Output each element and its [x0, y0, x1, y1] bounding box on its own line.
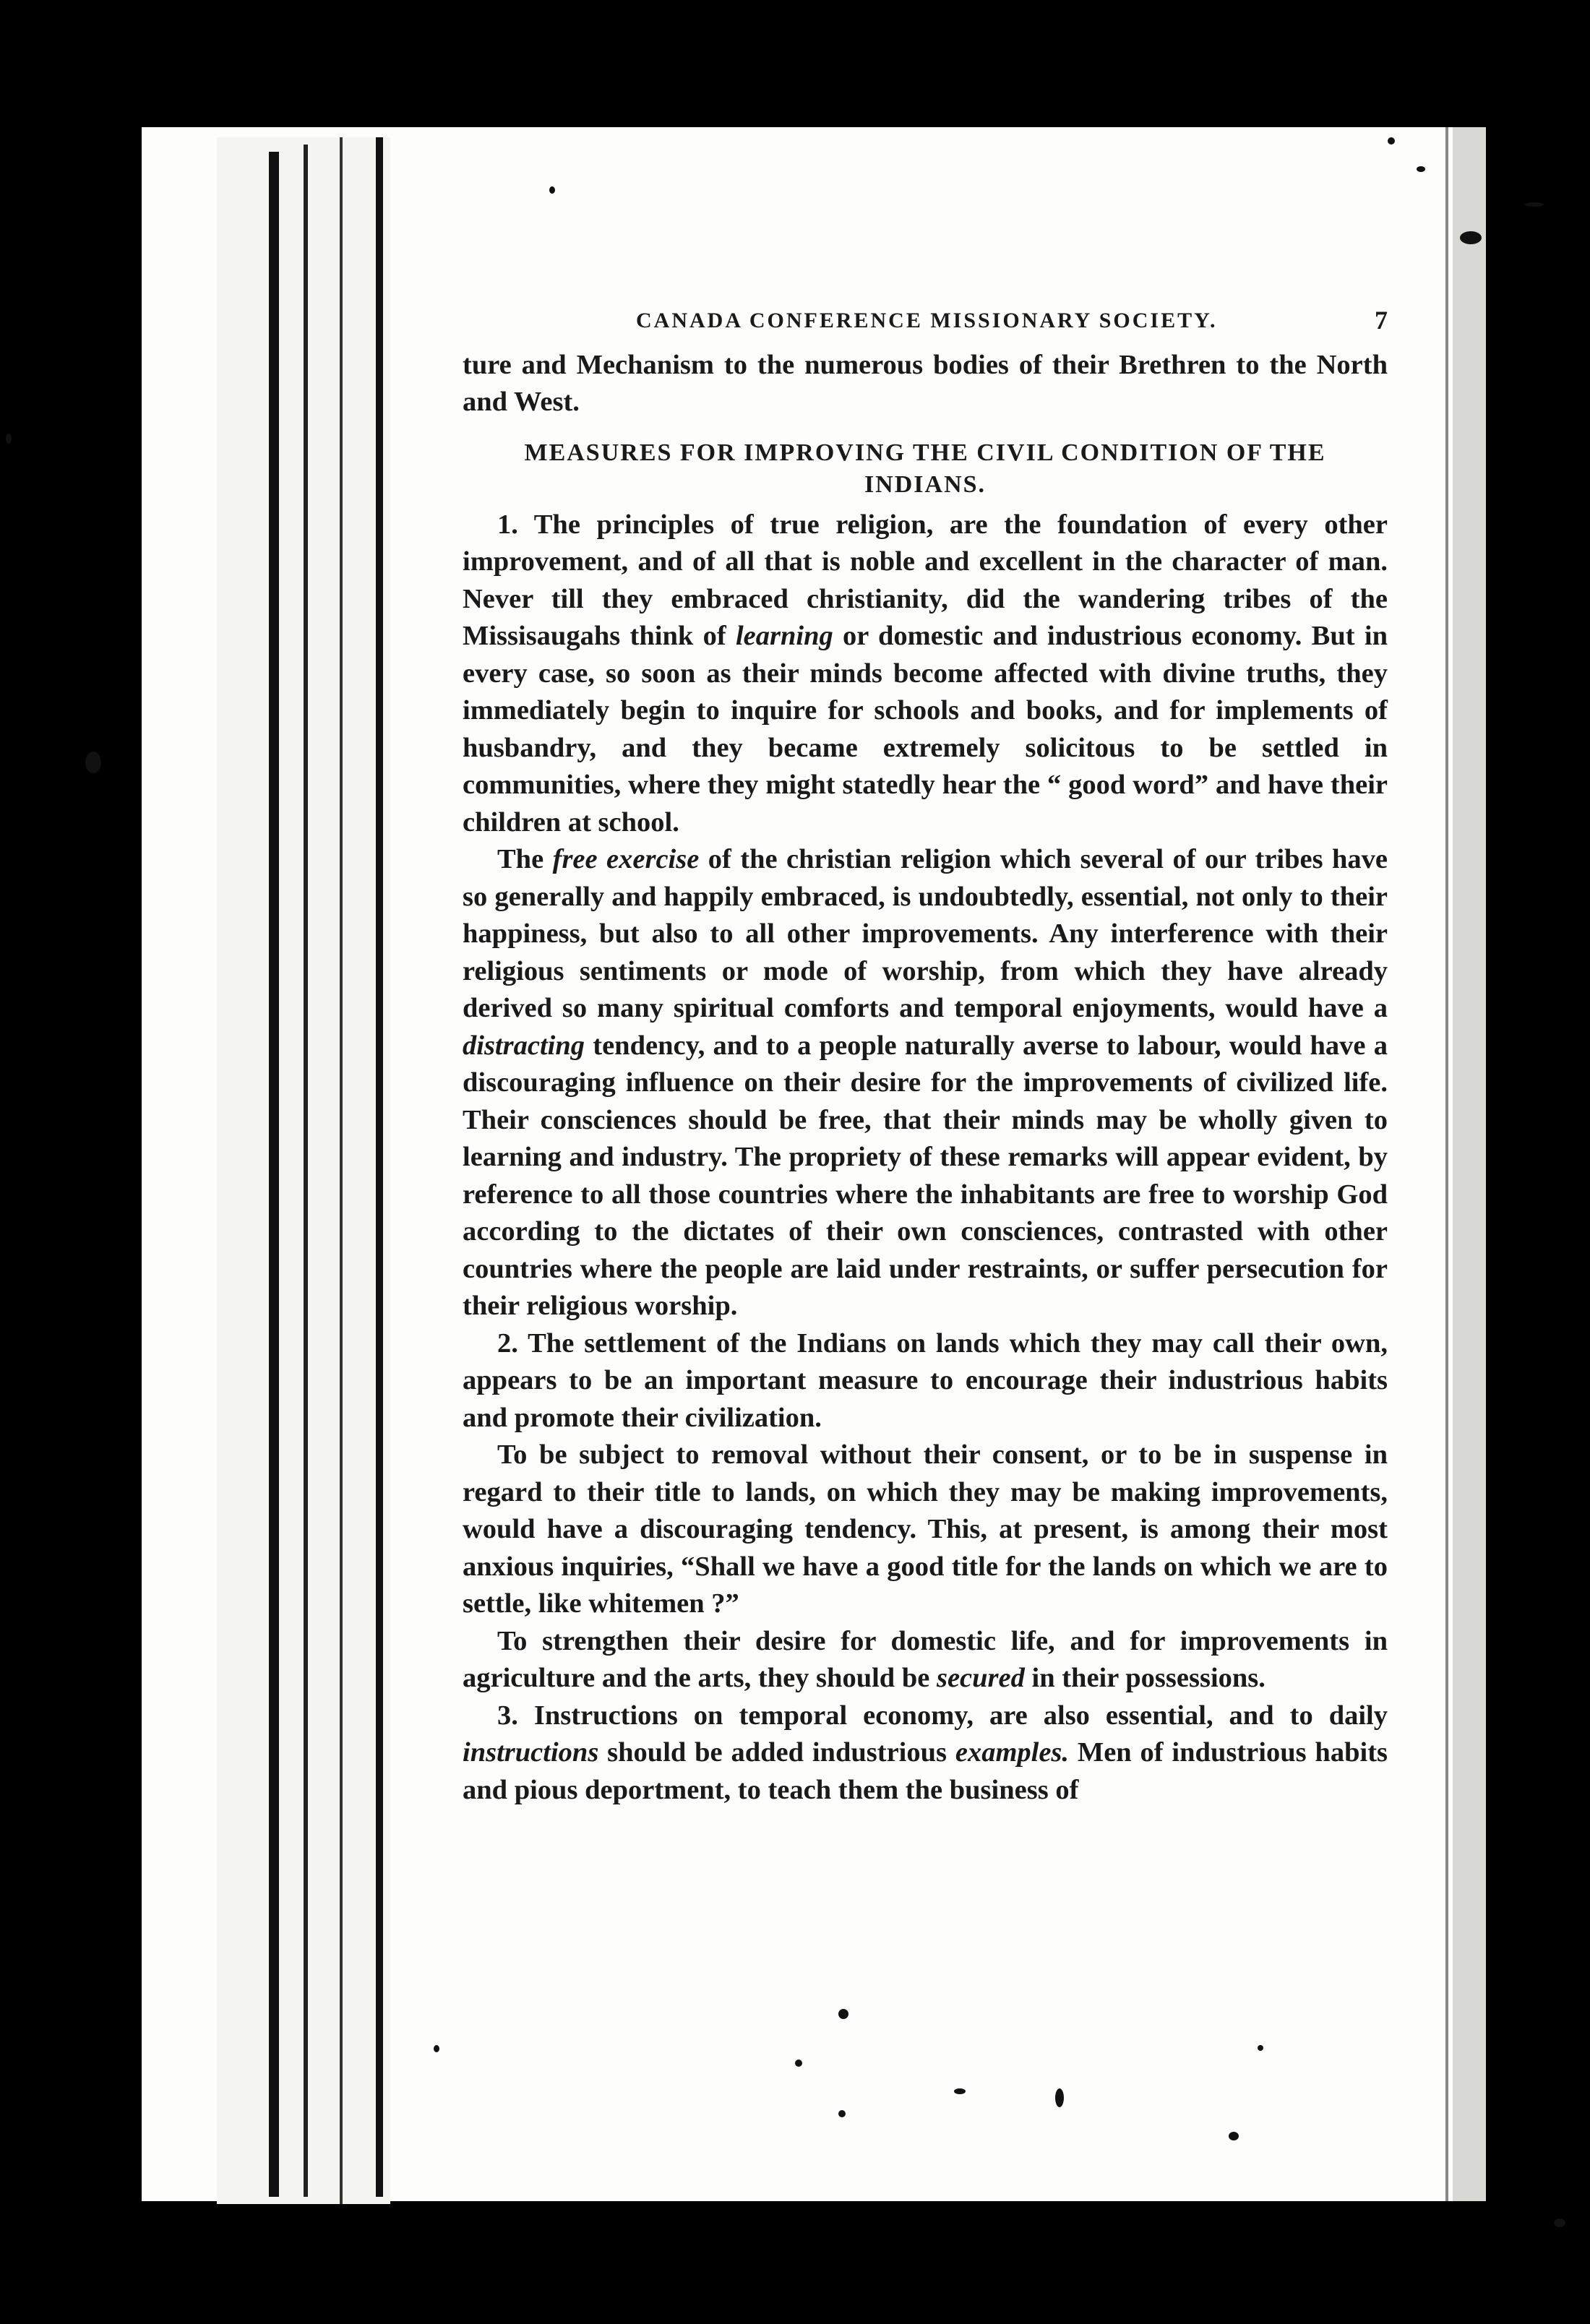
paragraph-5	[463, 1623, 1388, 1697]
running-head	[463, 302, 1388, 340]
paragraph-text: Men of industrious habits and pious deportment, to teach them the business of	[463, 1737, 1388, 1805]
paragraph-text: of the christian religion which several of our tribes have so generally and happily embraced, is undoubtedly, essential, not only to their happiness, but also to all other improvements. Any interference with their religious sentiments or mode of worship, from which they have already derived so many spiritual comforts and temporal enjoyments, would have a	[463, 844, 1388, 1023]
binding-shadow-line	[340, 137, 343, 2204]
binding-shadow-line	[269, 152, 279, 2197]
scan-speck	[1417, 166, 1425, 172]
scan-speck	[1229, 2132, 1239, 2140]
paragraph-text: 3. Instructions on temporal economy, are also essential, and to daily	[497, 1700, 1388, 1731]
paragraph-6	[463, 1697, 1388, 1809]
page-text	[463, 302, 1388, 1809]
scan-speck	[6, 434, 12, 444]
scan-speck	[954, 2088, 966, 2094]
scan-speck	[434, 2045, 439, 2052]
italic-text: free exercise	[552, 844, 700, 874]
scan-speck	[795, 2060, 802, 2067]
paragraph-text: 1. The principles of true religion, are the foundation of every other improvement, and of all that is noble and excellent in the character of man. Never till they embraced christianity, did the wandering tribes of the Missisaugahs think of	[463, 509, 1388, 651]
scan-speck	[1055, 2088, 1064, 2107]
italic-text: secured	[936, 1663, 1025, 1693]
paragraph-4: To be subject to removal without their consent, or to be in suspense in regard to their title to lands, on which they may be making improvements, would have a discouraging tendency. This, at present, is among their most anxious inquiries, “Shall we have a good title for the lands on which we are to settle, like whitemen ?”	[463, 1439, 1388, 1619]
italic-text: distracting	[463, 1030, 585, 1061]
binding-shadow-line	[304, 145, 308, 2197]
paragraph-text: in their possessions.	[1024, 1663, 1265, 1693]
scan-speck	[549, 186, 555, 194]
scan-speck	[85, 752, 101, 773]
paragraph-text: The	[497, 844, 553, 874]
scan-speck	[838, 2009, 848, 2019]
paragraph-1	[463, 507, 1388, 842]
continuation-paragraph: ture and Mechanism to the numerous bodies of their Brethren to the North and West.	[463, 349, 1388, 417]
scan-speck	[838, 2110, 846, 2117]
paragraph-2	[463, 841, 1388, 1325]
scan-speck	[1554, 2218, 1565, 2227]
scan-speck	[1388, 137, 1395, 145]
page-right-edge	[1445, 127, 1448, 2201]
paragraph-text: or domestic and industrious economy. But in every case, so soon as their minds become affected with divine truths, they immediately begin to inquire for schools and books, and for implements of husbandry, and they became extremely solicitous to be settled in communities, where they might statedly hear the “ good word” and have their children at school.	[463, 621, 1388, 838]
adjacent-page-edge	[1453, 127, 1486, 2201]
binding-shadow-line	[376, 137, 383, 2197]
paragraph-3: 2. The settlement of the Indians on lands which they may call their own, appears to be an important measure to encourage their industrious habits and promote their civilization.	[463, 1327, 1388, 1433]
scan-speck	[1525, 202, 1544, 207]
scan-speck	[1258, 2045, 1263, 2051]
section-heading: MEASURES FOR IMPROVING THE CIVIL CONDITION OF THE INDIANS.	[524, 439, 1326, 498]
italic-text: examples.	[955, 1737, 1070, 1768]
scan-speck	[1460, 231, 1482, 244]
paragraph-text: To strengthen their desire for domestic life, and for improvements in agriculture and the arts, they should be	[463, 1625, 1388, 1693]
running-head-title: CANADA CONFERENCE MISSIONARY SOCIETY.	[636, 309, 1218, 332]
paragraph-text: tendency, and to a people naturally averse to labour, would have a discouraging influence on their desire for the improvements of civilized life. Their consciences should be free, that their minds may be wholly given to learning and industry. The propriety of these remarks will appear evident, by reference to all those countries where the inhabitants are free to worship God according to the dictates of their own consciences, contrasted with other countries where the people are laid under restraints, or suffer persecution for their religious worship.	[463, 1030, 1388, 1321]
page-number: 7	[1375, 306, 1388, 335]
italic-text: instructions	[463, 1737, 599, 1768]
italic-text: learning	[735, 621, 833, 651]
paragraph-text: should be added industrious	[598, 1737, 955, 1768]
